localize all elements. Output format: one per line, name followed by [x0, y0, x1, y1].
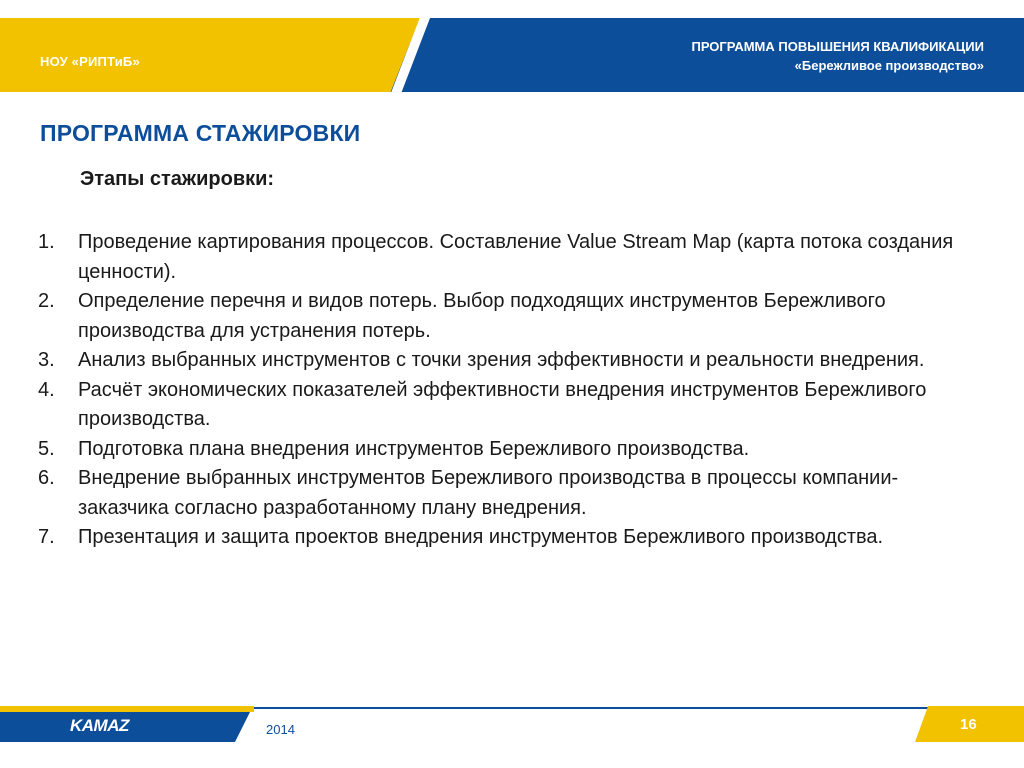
list-item-text: Презентация и защита проектов внедрения инструментов Бережливого производства.: [78, 526, 884, 548]
list-item-text: Проведение картирования процессов. Составление Value Stream Map (карта потока создания ценности).: [78, 231, 954, 283]
list-item-text: Расчёт экономических показателей эффективности внедрения инструментов Бережливого производства.: [78, 378, 927, 430]
page-title: ПРОГРАММА СТАЖИРОВКИ: [40, 120, 361, 146]
program-title: [691, 37, 984, 75]
list-item: [38, 376, 968, 435]
list-item: [38, 346, 968, 376]
list-item-number: 6.: [38, 467, 55, 489]
stages-list: [38, 228, 968, 553]
list-item-number: 2.: [38, 290, 55, 312]
list-item-number: 3.: [38, 349, 55, 371]
program-title-line1: ПРОГРАММА ПОВЫШЕНИЯ КВАЛИФИКАЦИИ: [691, 39, 984, 54]
list-item: [38, 228, 968, 287]
list-item-text: Анализ выбранных инструментов с точки зрения эффективности и реальности внедрения.: [78, 349, 925, 371]
org-name: НОУ «РИПТиБ»: [40, 54, 140, 69]
footer-yellow-strip: [0, 706, 254, 712]
list-item: [38, 523, 968, 553]
list-item: [38, 287, 968, 346]
list-item-text: Внедрение выбранных инструментов Бережливого производства в процессы компании-заказчика согласно разработанному плану внедрения.: [78, 467, 899, 519]
list-item-number: 4.: [38, 378, 55, 401]
page-number: 16: [960, 716, 977, 733]
list-item-number: 5.: [38, 437, 55, 460]
list-item: [38, 464, 968, 523]
list-item-number: 7.: [38, 526, 55, 548]
kamaz-logo: KAMAZ: [70, 716, 129, 735]
section-subtitle: Этапы стажировки:: [80, 168, 275, 190]
list-item-text: Подготовка плана внедрения инструментов Бережливого производства.: [78, 437, 750, 460]
footer-year: 2014: [266, 722, 295, 737]
program-title-line2: «Бережливое производство»: [794, 58, 984, 73]
list-item-number: 1.: [38, 231, 55, 253]
header-top-strip: [0, 0, 1024, 18]
list-item-text: Определение перечня и видов потерь. Выбор подходящих инструментов Бережливого производства для устранения потерь.: [78, 290, 886, 342]
list-item: [38, 435, 968, 465]
